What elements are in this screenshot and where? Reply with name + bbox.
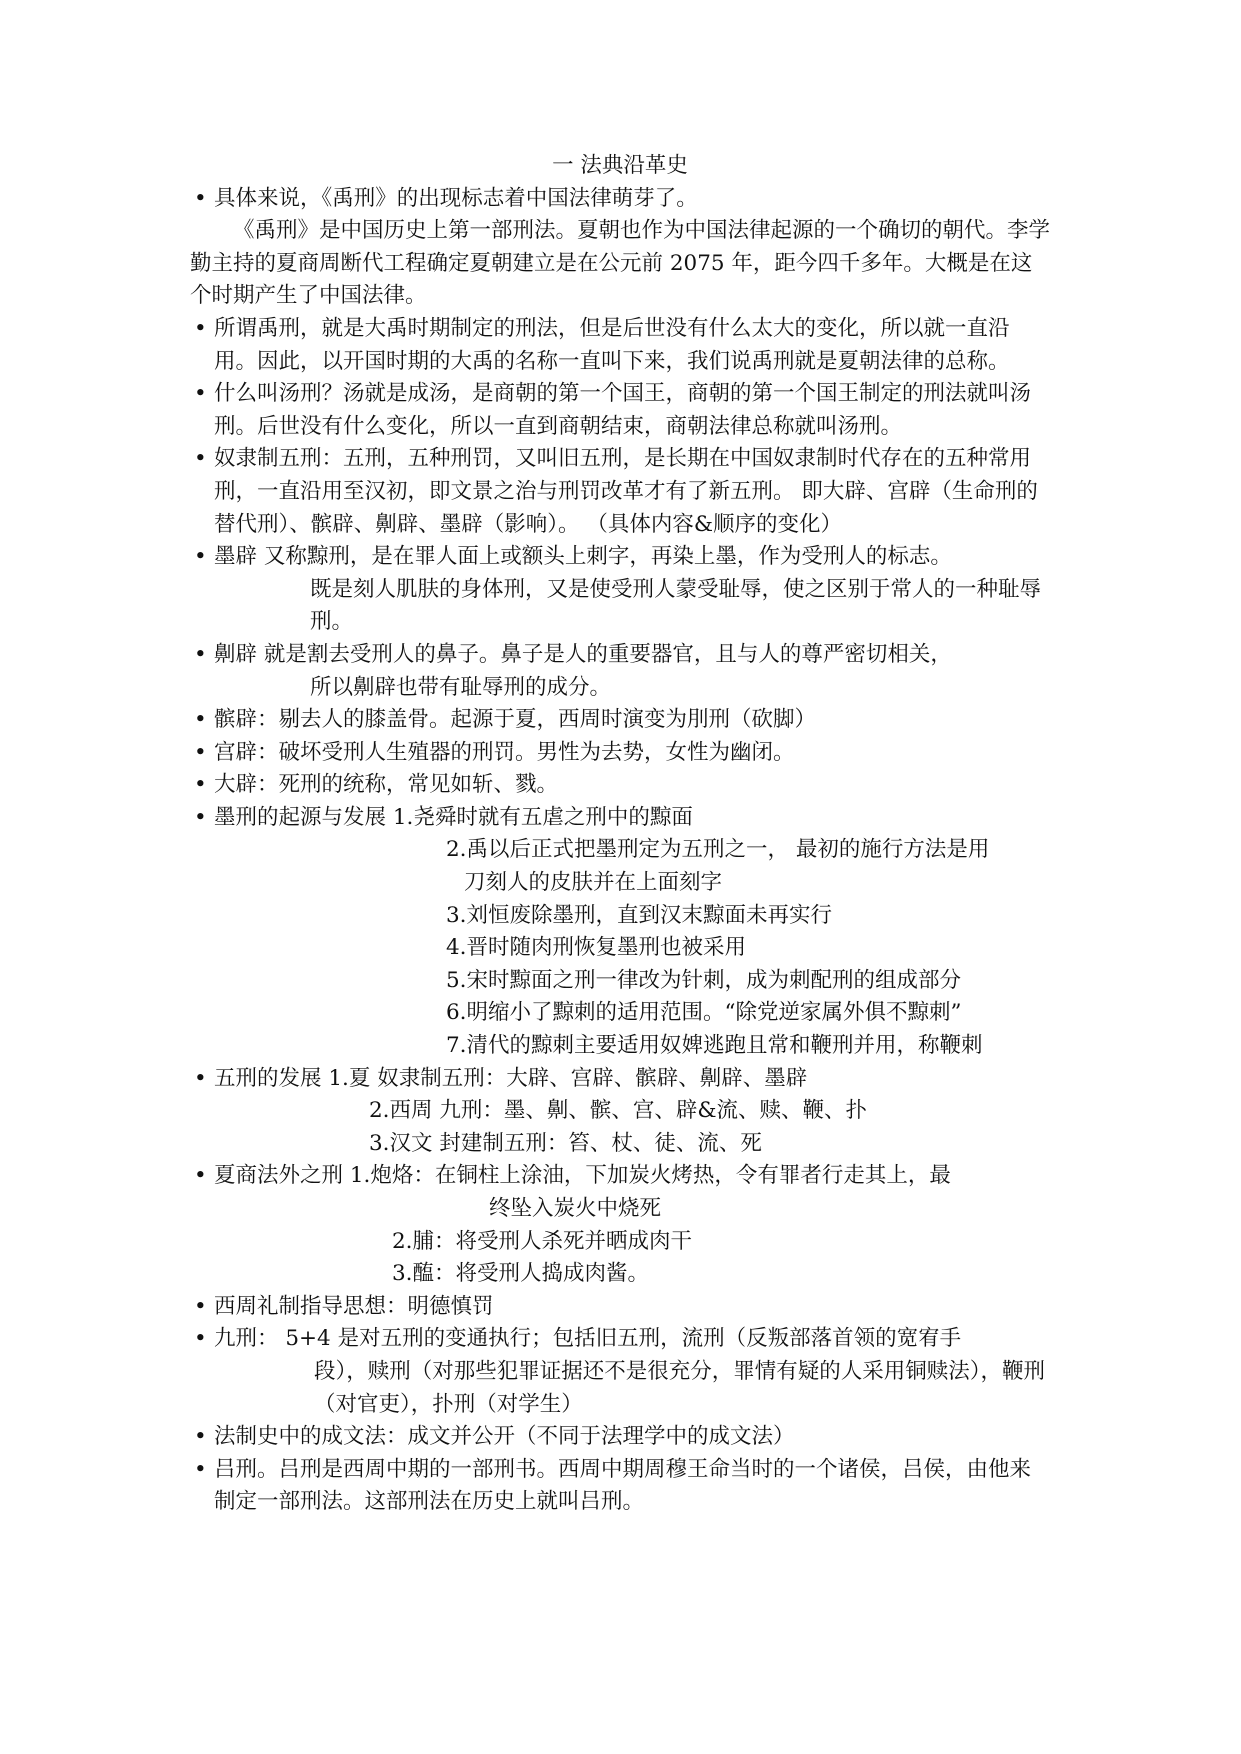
jiuxing-label: 九刑： [214, 1326, 279, 1352]
bullet-written-law: • 法制史中的成文法：成文并公开（不同于法理学中的成文法） [190, 1421, 1050, 1454]
mobi-label: 墨辟 [214, 544, 258, 570]
moxing-item: 1.尧舜时就有五虐之刑中的黥面 [392, 804, 693, 830]
xiashang-item: 1.炮烙：在铜柱上涂油，下加炭火烤热，令有罪者行走其上，最 [349, 1163, 951, 1189]
bullet-lvxing: • 吕刑。吕刑是西周中期的一部刑书。西周中期周穆王命当时的一个诸侯，吕侯，由他来制定一部刑法。这部刑法在历史上就叫吕刑。 [190, 1454, 1050, 1519]
bullet-mobi [190, 541, 1050, 639]
bullet-yuxing-definition: • 所谓禹刑，就是大禹时期制定的刑法，但是后世没有什么太大的变化，所以就一直沿用。因此，以开国时期的大禹的名称一直叫下来，我们说禹刑就是夏朝法律的总称。 [190, 313, 1050, 378]
moxing-item: 5.宋时黥面之刑一律改为针刺，成为刺配刑的组成部分 [446, 967, 962, 993]
bullet-xizhou-guiding: • 西周礼制指导思想：明德慎罚 [190, 1291, 1050, 1324]
moxing-item: 4.晋时随肉刑恢复墨刑也被采用 [446, 935, 747, 961]
xiashang-item: 3.醢：将受刑人捣成肉酱。 [392, 1261, 650, 1287]
bullet-gongbi: • 宫辟：破坏受刑人生殖器的刑罚。男性为去势，女性为幽闭。 [190, 737, 1050, 770]
wuxing-item: 3.汉文 封建制五刑：笞、杖、徒、流、死 [369, 1130, 762, 1156]
moxing-item: 3.刘恒废除墨刑，直到汉末黥面未再实行 [446, 902, 833, 928]
yibi-rest: 所以劓辟也带有耻辱刑的成分。 [310, 674, 612, 700]
bullet-tangxing: • 什么叫汤刑？汤就是成汤，是商朝的第一个国王，商朝的第一个国王制定的刑法就叫汤刑。后世没有什么变化，所以一直到商朝结束，商朝法律总称就叫汤刑。 [190, 378, 1050, 443]
xiashang-label: 夏商法外之刑 [214, 1163, 344, 1189]
xiashang-item: 2.脯：将受刑人杀死并晒成肉干 [392, 1228, 693, 1254]
wuxing-label: 五刑的发展 [214, 1065, 322, 1091]
moxing-item: 6.明缩小了黥刺的适用范围。“除党逆家属外俱不黥刺” [446, 1000, 962, 1026]
bullet-xiashang-extralegal [190, 1160, 1050, 1290]
document-title: 一 法典沿革史 [552, 153, 688, 178]
wuxing-item: 2.西周 九刑：墨、劓、髌、宫、辟&流、赎、鞭、扑 [369, 1098, 867, 1124]
bullet-yuxing-intro: • 具体来说，《禹刑》的出现标志着中国法律萌芽了。 [190, 183, 1050, 216]
bullet-wuxing-development [190, 1063, 1050, 1161]
moxing-item: 7.清代的黥刺主要适用奴婢逃跑且常和鞭刑并用，称鞭刺 [446, 1033, 983, 1059]
moxing-item-continued: 刀刻人的皮肤并在上面刻字 [464, 870, 723, 896]
mobi-rest: 既是刻人肌肤的身体刑，又是使受刑人蒙受耻辱，使之区别于常人的一种耻辱刑。 [310, 576, 1042, 635]
jiuxing-rest: 段），赎刑（对那些犯罪证据还不是很充分，罪情有疑的人采用铜赎法），鞭刑（对官吏），扑刑（对学生） [314, 1358, 1046, 1417]
wuxing-item: 1.夏 奴隶制五刑：大辟、宫辟、髌辟、劓辟、墨辟 [328, 1065, 808, 1091]
bullet-slavery-five-punishments: • 奴隶制五刑：五刑，五种刑罚，又叫旧五刑，是长期在中国奴隶制时代存在的五种常用刑，一直沿用至汉初，即文景之治与刑罚改革才有了新五刑。 即大辟、宫辟（生命刑的替代刑）、髌辟、劓辟、墨辟（影响）。 （具体内容&顺序的变化） [190, 443, 1050, 541]
document-page [190, 150, 1050, 1519]
bullet-jiuxing [190, 1323, 1050, 1421]
paragraph-yuxing-detail: 《禹刑》是中国历史上第一部刑法。夏朝也作为中国法律起源的一个确切的朝代。李学勤主持的夏商周断代工程确定夏朝建立是在公元前 2075 年，距今四千多年。大概是在这个时期产生了中国法律。 [190, 218, 1051, 309]
bullet-dabi: • 大辟：死刑的统称，常见如斩、戮。 [190, 769, 1050, 802]
xiashang-item-continued: 终坠入炭火中烧死 [489, 1196, 662, 1221]
bullet-moxing-development [190, 802, 1050, 1063]
moxing-label: 墨刑的起源与发展 [214, 804, 387, 830]
mobi-line1: 又称黥刑，是在罪人面上或额头上刺字，再染上墨，作为受刑人的标志。 [263, 544, 952, 570]
bullet-binbi: • 髌辟：剔去人的膝盖骨。起源于夏，西周时演变为刖刑（砍脚） [190, 704, 1050, 737]
moxing-item: 2.禹以后正式把墨刑定为五刑之一， 最初的施行方法是用 [446, 837, 990, 863]
bullet-yibi [190, 639, 1050, 704]
yibi-label: 劓辟 [214, 641, 258, 667]
yibi-line1: 就是割去受刑人的鼻子。鼻子是人的重要器官，且与人的尊严密切相关， [263, 641, 952, 667]
jiuxing-line1: 5+4 是对五刑的变通执行；包括旧五刑，流刑（反叛部落首领的宽宥手 [285, 1326, 962, 1352]
